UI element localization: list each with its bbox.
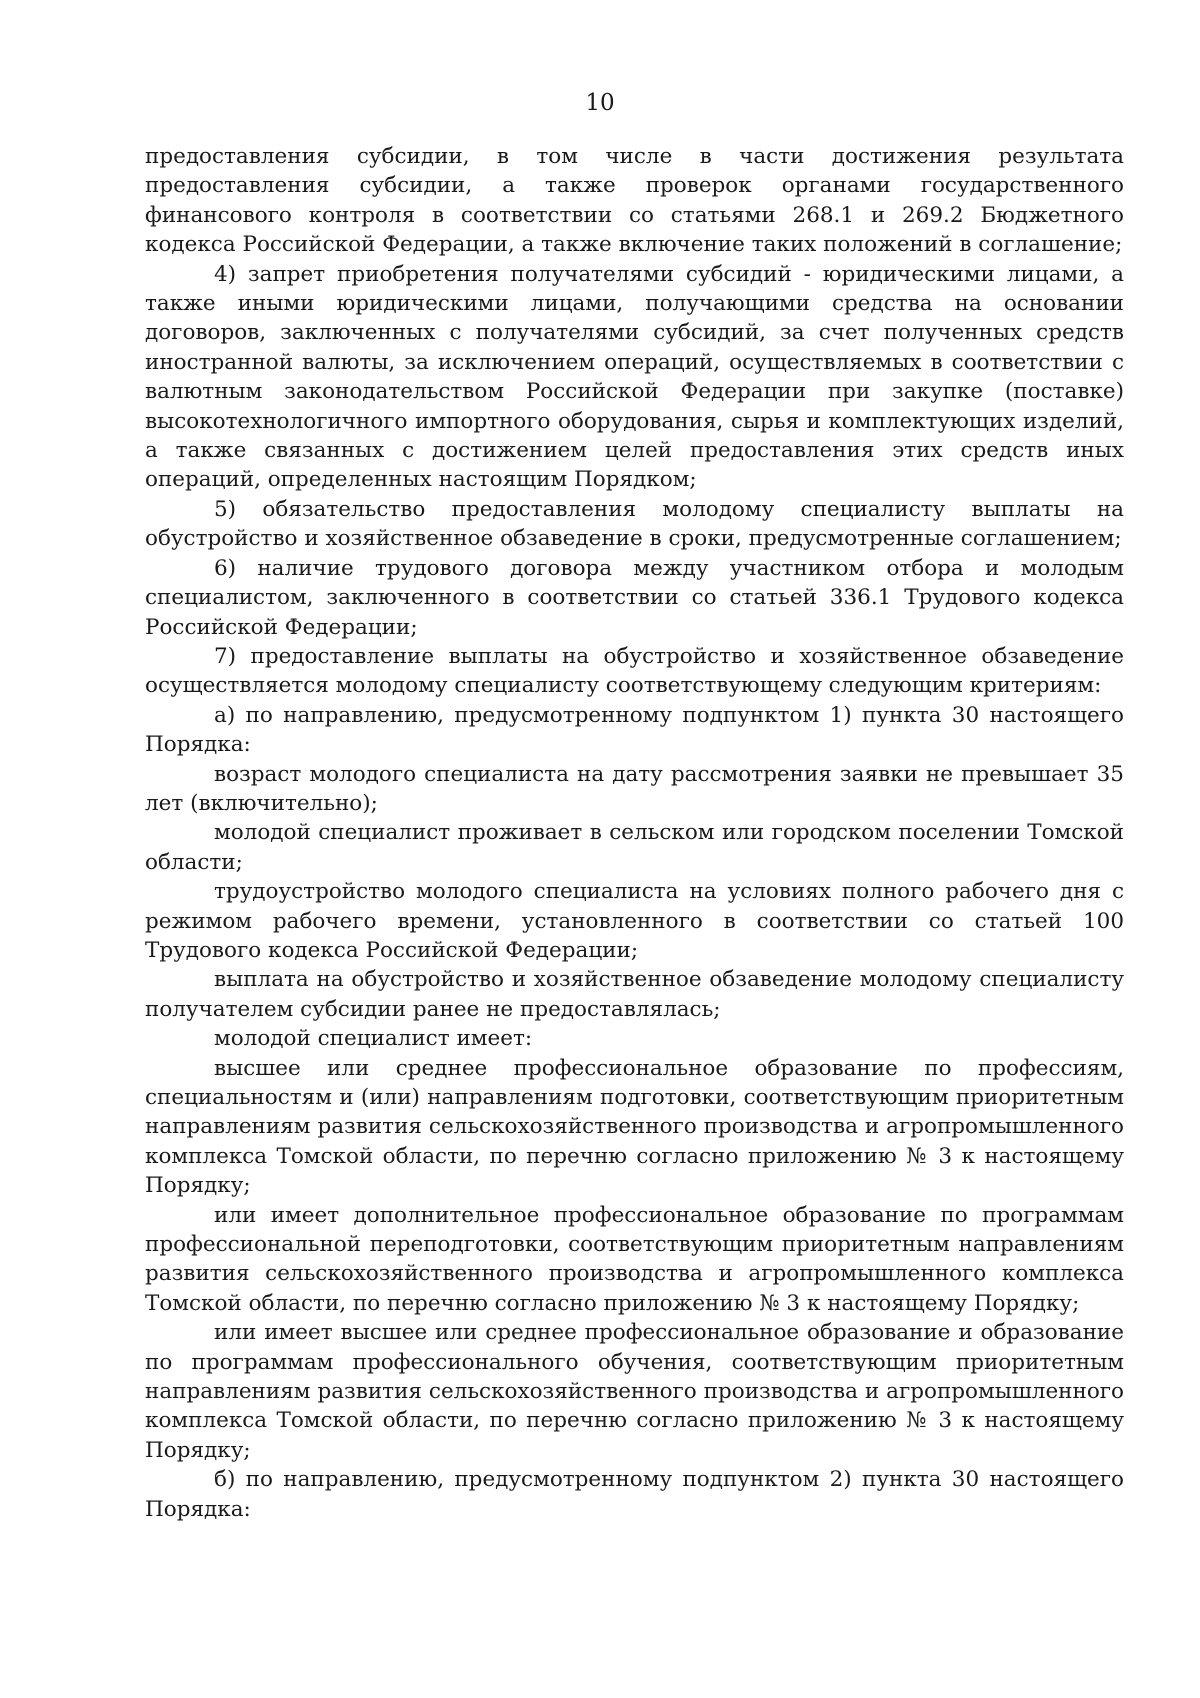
paragraph-criterion-payment: выплата на обустройство и хозяйственное обзаведение молодому специалисту получателем субсидии ранее не предоставлялась; [145, 967, 1124, 1022]
paragraph-education-training: или имеет высшее или среднее профессиональное образование и образование по программам профессионального обучения, соответствующим приоритетным направлениям развития сельскохозяйственного производства и агропромышленного комплекса Томской области, по перечню согласно приложению № 3 к настоящему Порядку; [145, 1320, 1124, 1463]
paragraph-subitem-a: а) по направлению, предусмотренному подпунктом 1) пункта 30 настоящего Порядка: [145, 702, 1124, 758]
paragraph-continuation: предоставления субсидии, в том числе в части достижения результата предоставления субсидии, а также проверок органами государственного финансового контроля в соответствии со статьями 268.1 и 269.2 Бюджетного кодекса Российской Федерации, а также включение таких положений в соглашение; [145, 144, 1124, 258]
paragraph-criterion-residence: молодой специалист проживает в сельском или городском поселении Томской области; [145, 820, 1124, 875]
paragraph-criterion-employment: трудоустройство молодого специалиста на условиях полного рабочего дня с режимом рабочего времени, установленного в соответствии со статьей 100 Трудового кодекса Российской Федерации; [145, 879, 1124, 963]
paragraph-item-7: 7) предоставление выплаты на обустройство и хозяйственное обзаведение осуществляется молодому специалисту соответствующему следующим критериям: [145, 643, 1124, 699]
paragraph-item-6: 6) наличие трудового договора между участником отбора и молодым специалистом, заключенного в соответствии со статьей 336.1 Трудового кодекса Российской Федерации; [145, 555, 1124, 640]
page-number: 10 [585, 90, 615, 116]
paragraph-education-additional: или имеет дополнительное профессиональное образование по программам профессиональной переподготовки, соответствующим приоритетным направлениям развития сельскохозяйственного производства и агропромышленного комплекса Томской области, по перечню согласно приложению № 3 к настоящему Порядку; [145, 1202, 1124, 1316]
document-body [145, 142, 1124, 1524]
paragraph-item-4: 4) запрет приобретения получателями субсидий - юридическими лицами, а также иными юридическими лицами, получающими средства на основании договоров, заключенных с получателями субсидий, за счет полученных средств иностранной валюты, за исключением операций, осуществляемых в соответствии с валютным законодательством Российской Федерации при закупке (поставке) высокотехнологичного импортного оборудования, сырья и комплектующих изделий, а также связанных с достижением целей предоставления этих средств иных операций, определенных настоящим Порядком; [145, 261, 1124, 493]
paragraph-criterion-age: возраст молодого специалиста на дату рассмотрения заявки не превышает 35 лет (включительно); [145, 761, 1124, 816]
paragraph-education-higher: высшее или среднее профессиональное образование по профессиям, специальностям и (или) направлениям подготовки, соответствующим приоритетным направлениям развития сельскохозяйственного производства и агропромышленного комплекса Томской области, по перечню согласно приложению № 3 к настоящему Порядку; [145, 1055, 1124, 1199]
paragraph-criterion-education-intro: молодой специалист имеет: [214, 1026, 533, 1052]
paragraph-subitem-b: б) по направлению, предусмотренному подпунктом 2) пункта 30 настоящего Порядка: [145, 1467, 1124, 1522]
paragraph-item-5: 5) обязательство предоставления молодому специалисту выплаты на обустройство и хозяйственное обзаведение в сроки, предусмотренные соглашением; [145, 496, 1124, 552]
